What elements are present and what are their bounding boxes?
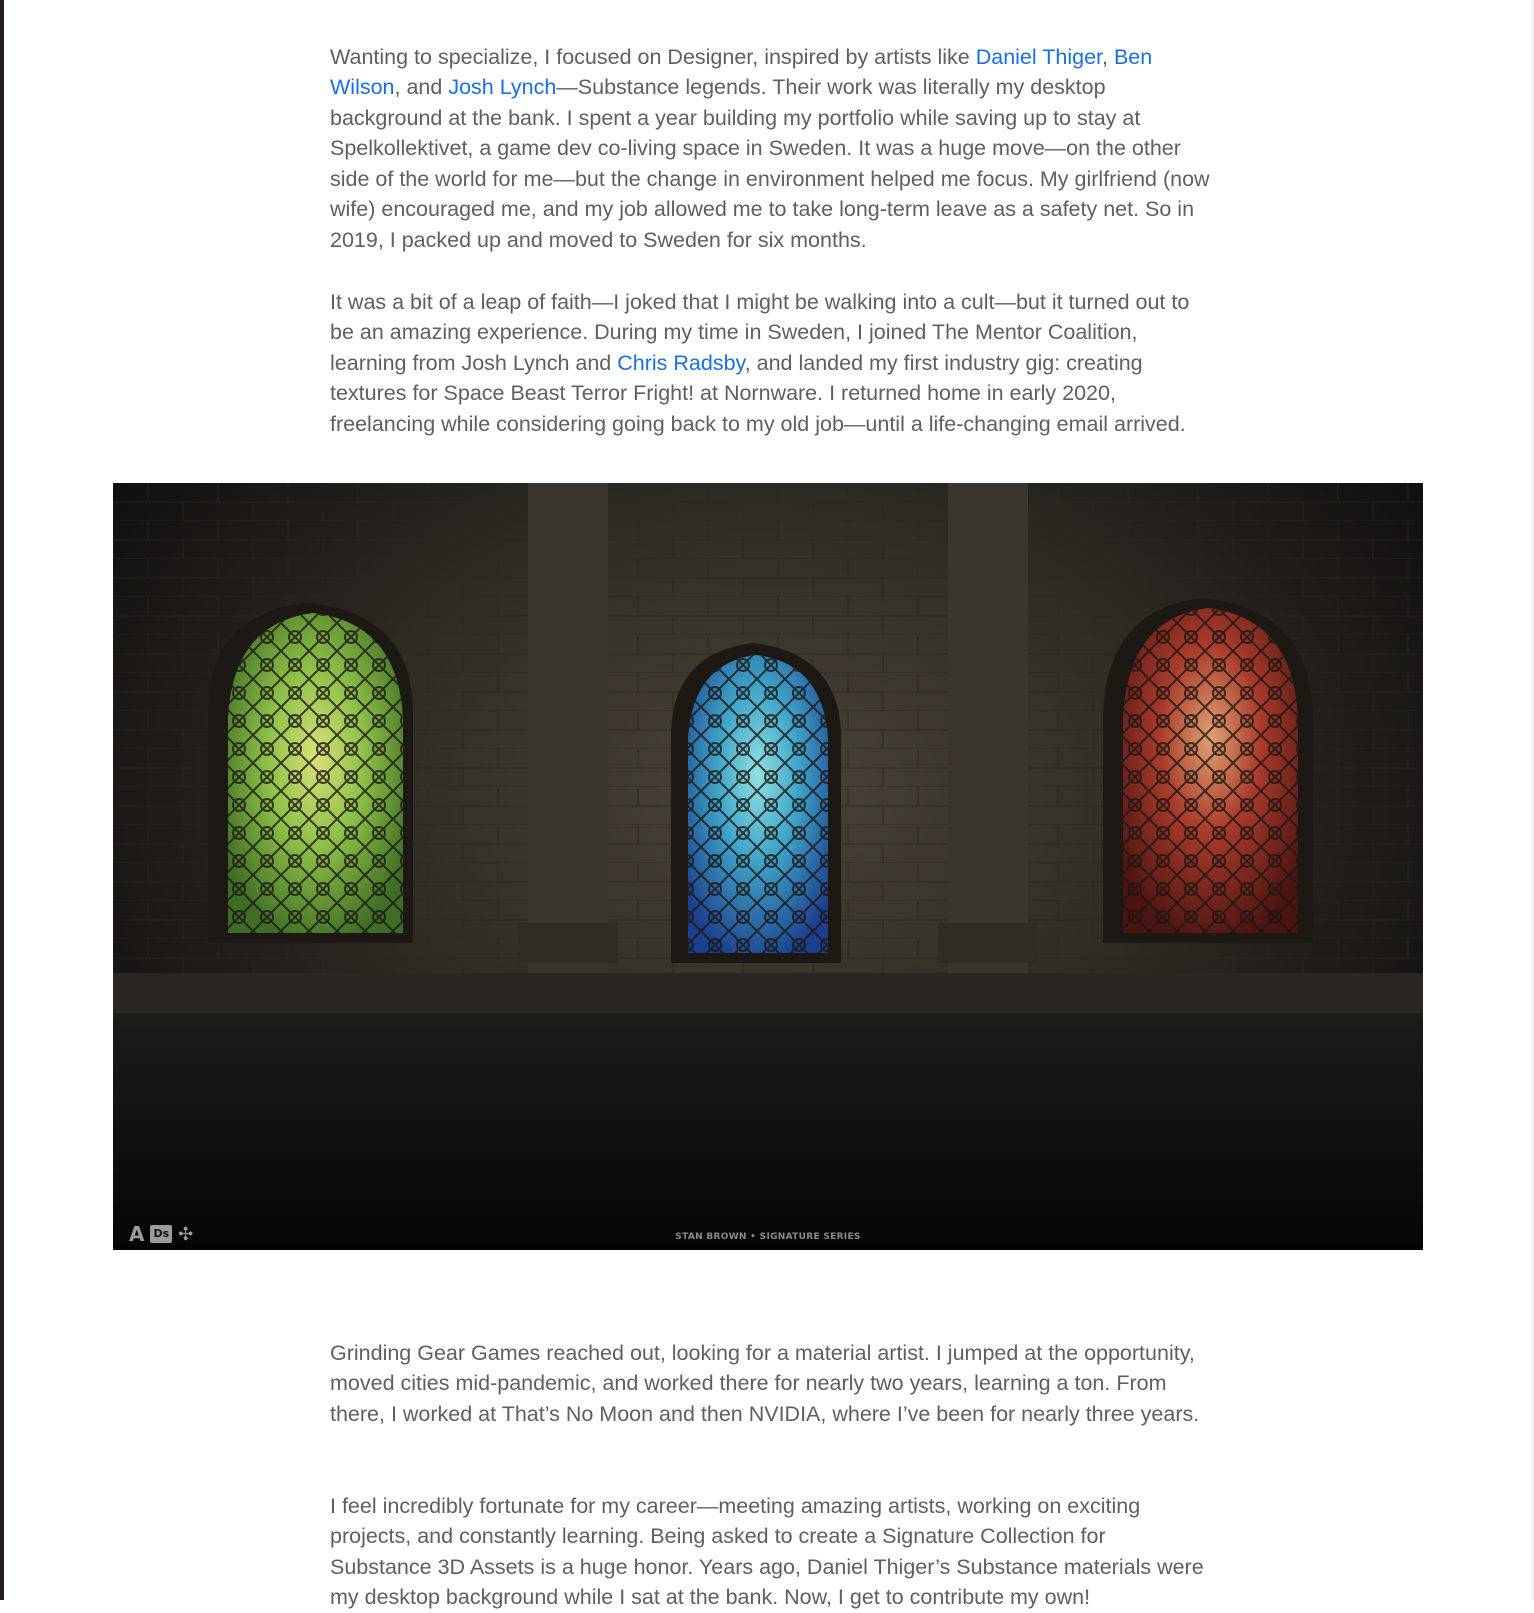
hero-caption: STAN BROWN • SIGNATURE SERIES bbox=[675, 1232, 861, 1242]
page-left-edge bbox=[0, 0, 4, 1600]
paragraph-specialize bbox=[330, 42, 1210, 256]
column-left-base bbox=[518, 923, 618, 963]
link-ben-wilson[interactable]: Ben Wilson bbox=[330, 44, 1153, 100]
text: Wanting to specialize, I focused on Designer, inspired by artists like bbox=[330, 44, 976, 69]
stained-glass-scene bbox=[113, 483, 1423, 1250]
adobe-logo-icon: A bbox=[129, 1222, 145, 1246]
hero-image-stained-glass bbox=[113, 483, 1423, 1250]
text: , bbox=[1102, 44, 1114, 69]
link-daniel-thiger[interactable]: Daniel Thiger bbox=[975, 44, 1103, 69]
column-right-base bbox=[938, 923, 1038, 963]
substance-logo-icon: ✣ bbox=[178, 1224, 194, 1244]
window-center-leading bbox=[688, 655, 828, 953]
text: , and landed my first industry gig: creating textures for Space Beast Terror Fright! at Nornware. I returned home in early 2020, freelancing while considering going back to my old job—until a life-changing email arrived. bbox=[330, 350, 1186, 436]
ledge bbox=[113, 973, 1423, 1013]
text: It was a bit of a leap of faith—I joked that I might be walking into a cult—but it turned out to be an amazing experience. During my time in Sweden, I joined The Mentor Coalition, learning from Josh Lynch and bbox=[330, 289, 1190, 375]
link-chris-radsby[interactable]: Chris Radsby bbox=[617, 350, 745, 375]
paragraph-fortunate: I feel incredibly fortunate for my career—meeting amazing artists, working on exciting projects, and constantly learning. Being asked to create a Signature Collection for Substance 3D Assets is a huge honor. Years ago, Daniel Thiger’s Substance materials were my desktop background while I sat at the bank. Now, I get to contribute my own! bbox=[330, 1493, 1204, 1610]
window-right-leading bbox=[1123, 608, 1298, 933]
substance-designer-icon: Ds bbox=[150, 1225, 172, 1243]
text: , and bbox=[394, 75, 449, 100]
text: —Substance legends. Their work was literally my desktop background at the bank. I spent a year building my portfolio while saving up to stay at Spelkollektivet, a game dev co-living space in Sweden. It was a huge move—on the other side of the world for me—but the change in environment helped me focus. My girlfriend (now wife) encouraged me, and my job allowed me to take long-term leave as a safety net. So in 2019, I packed up and moved to Sweden for six months. bbox=[330, 75, 1210, 253]
paragraph-grinding-gear: Grinding Gear Games reached out, looking for a material artist. I jumped at the opportunity, moved cities mid-pandemic, and worked there for nearly two years, learning a ton. From there, I worked at That’s No Moon and then NVIDIA, where I’ve been for nearly three years. bbox=[330, 1340, 1200, 1426]
paragraph-leap-of-faith bbox=[330, 287, 1210, 440]
window-left-leading bbox=[228, 613, 403, 933]
link-josh-lynch[interactable]: Josh Lynch bbox=[448, 75, 557, 100]
balustrade-shadow bbox=[113, 1013, 1423, 1250]
